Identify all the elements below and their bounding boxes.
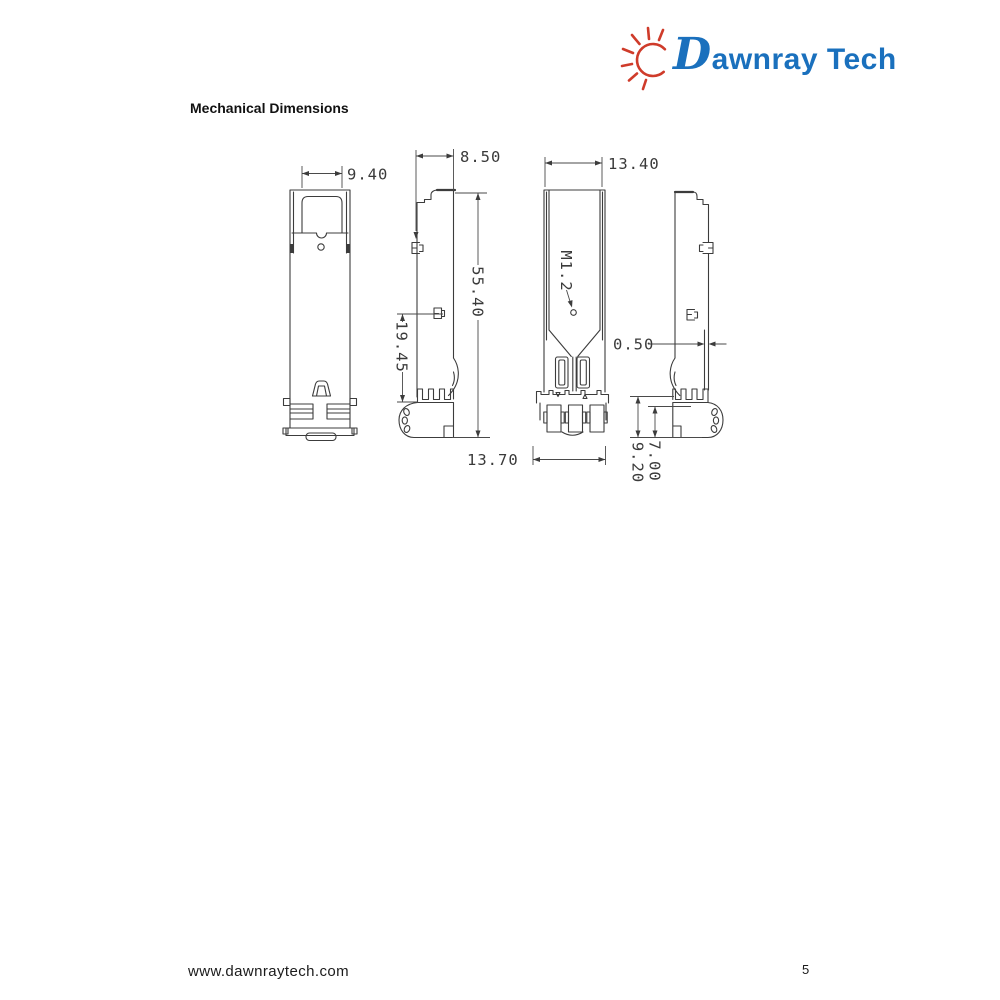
dim-connector-width	[467, 446, 606, 469]
dim-label-13-40: 13.40	[608, 155, 660, 173]
dim-side-width	[414, 148, 502, 239]
footer-page-number: 5	[802, 962, 810, 977]
dim-label-13-70: 13.70	[467, 451, 519, 469]
screw-thread-callout	[557, 250, 576, 315]
dim-front-width	[302, 166, 388, 189]
brand-name: Dawnray Tech	[673, 29, 897, 80]
dim-bottom-width	[545, 155, 660, 187]
dim-label-0-50: 0.50	[613, 335, 655, 354]
dim-label-19-45: 19.45	[392, 321, 411, 373]
dim-fin-height	[629, 397, 703, 484]
dim-label-9-40: 9.40	[347, 165, 389, 184]
dim-overall-length	[452, 193, 490, 438]
dim-label-9-20: 9.20	[628, 441, 647, 484]
dim-label-55-40: 55.40	[468, 266, 487, 318]
dim-label-7-00: 7.00	[645, 440, 664, 482]
dim-label-8-50: 8.50	[460, 148, 502, 166]
dim-label-m1-2: M1.2	[557, 250, 575, 292]
dim-boot-height	[646, 407, 692, 482]
footer-website: www.dawnraytech.com	[188, 963, 349, 980]
front-view	[283, 166, 388, 441]
screw-hole	[571, 310, 577, 316]
section-title: Mechanical Dimensions	[190, 100, 349, 116]
dim-edge-step	[613, 336, 727, 359]
bottom-view	[467, 155, 727, 469]
front-hole	[318, 244, 324, 250]
side-view	[393, 148, 502, 438]
